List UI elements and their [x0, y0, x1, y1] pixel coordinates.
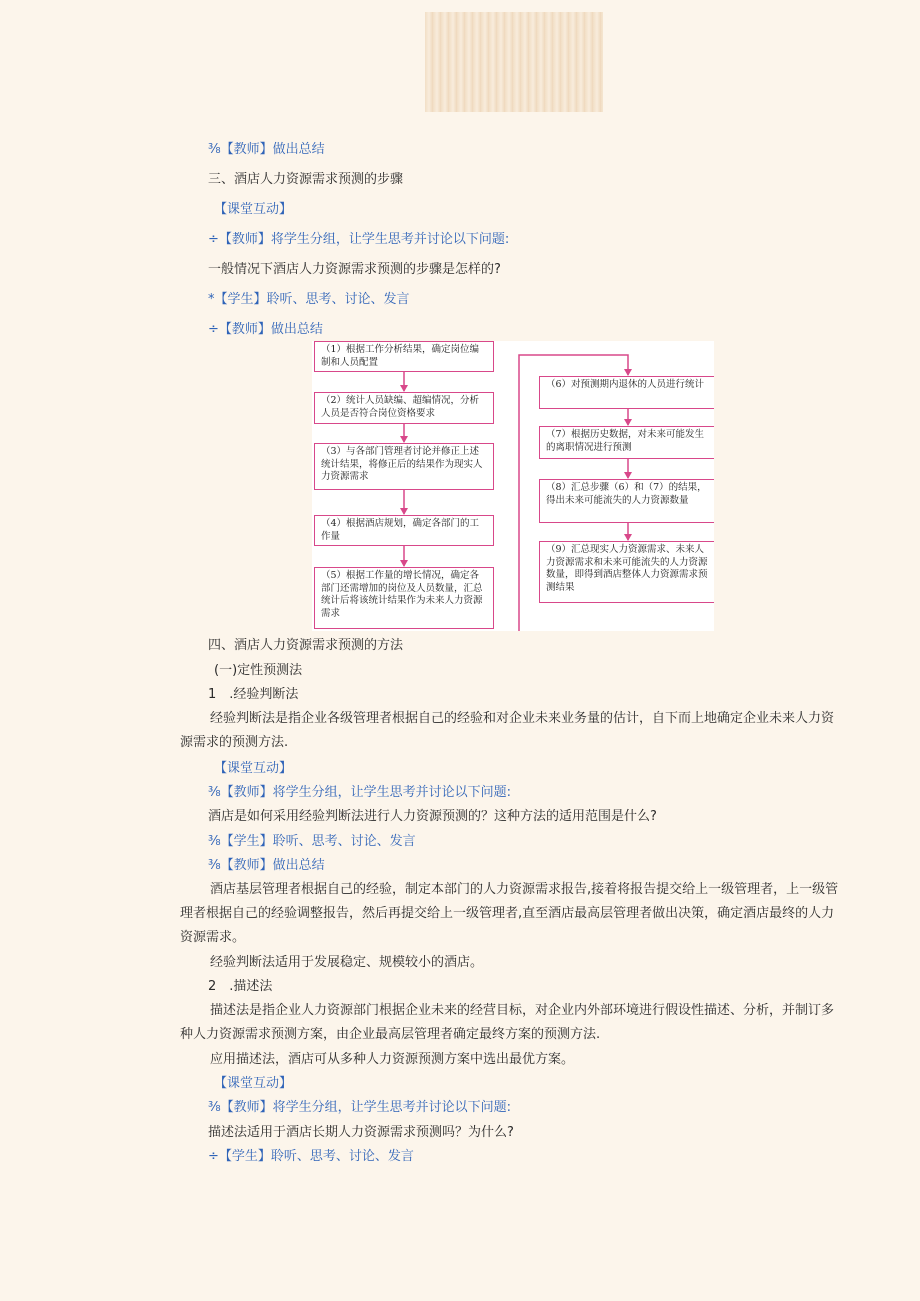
flow-step-4: （4）根据酒店规划，确定各部门的工作量 [314, 515, 494, 546]
forecast-steps-flowchart [312, 341, 714, 631]
student-3: ÷【学生】聆听、思考、讨论、发言 [208, 1149, 414, 1164]
section-3-title: 三、酒店人力资源需求预测的步骤 [208, 172, 404, 187]
decorative-header-image [425, 12, 603, 112]
student-2: ⅜【学生】聆听、思考、讨论、发言 [208, 834, 416, 849]
teacher-group-3: ⅜【教师】将学生分组，让学生思考并讨论以下问题: [208, 1100, 511, 1115]
flow-step-9: （9）汇总现实人力资源需求、未来人力资源需求和未来可能流失的人力资源数量，即得到酒店整体人力资源需求预测结果 [539, 541, 714, 603]
item-2-title: 2 .描述法 [208, 979, 273, 994]
paragraph-summary: 酒店基层管理者根据自己的经验，制定本部门的人力资源需求报告,接着将报告提交给上一级管理者，上一级管理者根据自己的经验调整报告，然后再提交给上一级管理者,直至酒店最高层管理者做出决策，确定酒店最终的人力资源需求。 [180, 882, 839, 945]
flow-step-6: （6）对预测期内退休的人员进行统计 [539, 376, 714, 409]
flow-step-7: （7）根据历史数据，对未来可能发生的离职情况进行预测 [539, 426, 714, 459]
teacher-group-2: ⅜【教师】将学生分组，让学生思考并讨论以下问题: [208, 785, 511, 800]
flow-step-8: （8）汇总步骤（6）和（7）的结果，得出未来可能流失的人力资源数量 [539, 479, 714, 523]
question-1: 一般情况下酒店人力资源需求预测的步骤是怎样的? [208, 262, 501, 277]
teacher-summary-2: ÷【教师】做出总结 [208, 322, 323, 337]
section-4-title: 四、酒店人力资源需求预测的方法 [208, 638, 404, 653]
classroom-interaction-2: 【课堂互动】 [214, 761, 293, 776]
flow-step-3: （3）与各部门管理者讨论并修正上述统计结果，将修正后的结果作为现实人力资源需求 [314, 443, 494, 490]
teacher-summary-3: ⅜【教师】做出总结 [208, 858, 325, 873]
classroom-interaction-3: 【课堂互动】 [214, 1076, 293, 1091]
flow-step-5: （5）根据工作量的增长情况，确定各部门还需增加的岗位及人员数量，汇总统计后将该统计结果作为未来人力资源需求 [314, 567, 494, 629]
student-1: *【学生】聆听、思考、讨论、发言 [208, 292, 410, 307]
paragraph-experience-method: 经验判断法是指企业各级管理者根据自己的经验和对企业未来业务量的估计，自下而上地确定企业未来人力资源需求的预测方法. [180, 711, 835, 750]
paragraph-scope: 经验判断法适用于发展稳定、规模较小的酒店。 [210, 955, 484, 970]
subsection-qualitative: (一)定性预测法 [214, 663, 303, 678]
teacher-group-1: ÷【教师】将学生分组，让学生思考并讨论以下问题: [208, 232, 510, 247]
classroom-interaction-1: 【课堂互动】 [214, 202, 293, 217]
flow-step-1: （1）根据工作分析结果，确定岗位编制和人员配置 [314, 341, 494, 372]
item-1-title: 1 .经验判断法 [208, 687, 299, 702]
paragraph-apply: 应用描述法，酒店可从多种人力资源预测方案中选出最优方案。 [210, 1052, 575, 1067]
teacher-summary-1: ⅜【教师】做出总结 [208, 142, 325, 157]
question-3: 描述法适用于酒店长期人力资源需求预测吗？为什么? [208, 1125, 514, 1140]
flow-step-2: （2）统计人员缺编、超编情况，分析人员是否符合岗位资格要求 [314, 392, 494, 424]
question-2: 酒店是如何采用经验判断法进行人力资源预测的？这种方法的适用范围是什么? [208, 809, 657, 824]
paragraph-description-method: 描述法是指企业人力资源部门根据企业未来的经营目标，对企业内外部环境进行假设性描述、分析，并制订多种人力资源需求预测方案，由企业最高层管理者确定最终方案的预测方法. [180, 1003, 835, 1042]
